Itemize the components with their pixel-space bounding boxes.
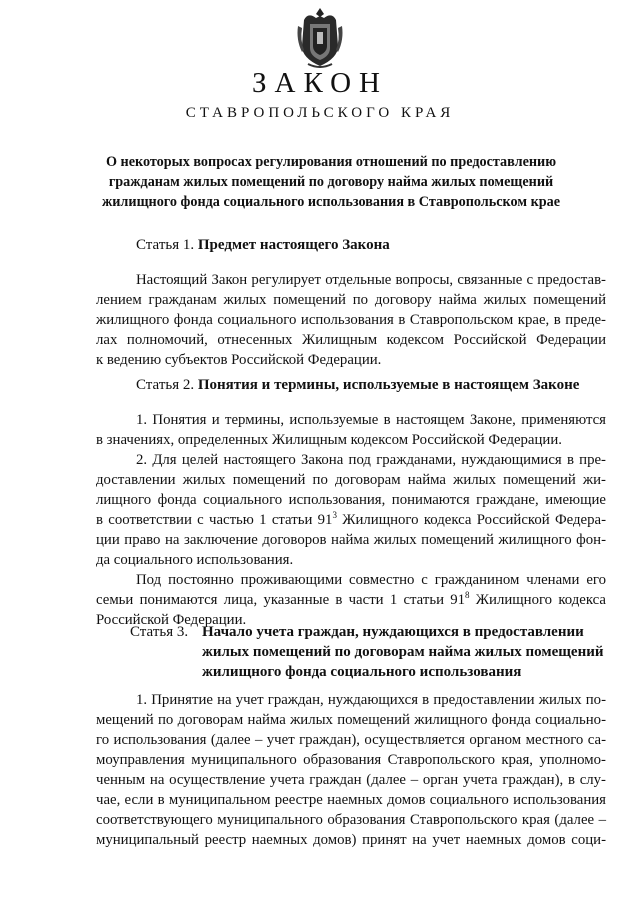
article-1-label: Статья 1. — [136, 237, 195, 253]
text-line: лах полномочий, отнесенных Жилищным кодексом Российской Федерации — [96, 332, 606, 348]
text-line: Под постоянно проживающими совместно с гражданином членами его — [136, 572, 606, 588]
text-fragment: в соответствии с частью 1 статьи 91 — [96, 512, 333, 528]
text-line: муниципальный реестр наемных домов) принят на учет наемных домов соци- — [96, 832, 606, 848]
document-title: ЗАКОН — [252, 67, 388, 99]
text-line: чае, если в муниципальном реестре наемных домов социального использования — [96, 792, 606, 808]
article-1-paragraph — [96, 270, 606, 370]
text-line: лением гражданам жилых помещений по договору найма жилых помещений — [96, 292, 606, 308]
law-heading-line: О некоторых вопросах регулирования отношений по предоставлению — [105, 154, 557, 170]
article-2-label: Статья 2. — [136, 377, 195, 393]
text-line: жилищного фонда социального использования в Ставропольском крае, в преде- — [96, 312, 606, 328]
text-line: ции право на заключение договоров найма жилых помещений жилищного фон- — [96, 532, 606, 548]
article-2-paragraph-1 — [96, 410, 606, 450]
text-line: доставлении жилых помещений по договорам найма жилых помещений жи- — [96, 472, 606, 488]
article-3-label: Статья 3. — [130, 624, 189, 640]
text-line: 2. Для целей настоящего Закона под гражданами, нуждающимися в пре- — [136, 452, 606, 468]
text-line: 1. Принятие на учет граждан, нуждающихся в предоставлении жилых по- — [136, 692, 606, 708]
document-subtitle: СТАВРОПОЛЬСКОГО КРАЯ — [185, 105, 455, 121]
text-line: соответствующего муниципального образования Ставропольского края (далее – — [96, 812, 606, 828]
law-heading-line: гражданам жилых помещений по договору найма жилых помещений — [108, 174, 554, 190]
superscript: 3 — [332, 510, 337, 521]
text-line: ченным на осуществление учета граждан (далее – орган учета граждан), в слу- — [96, 772, 606, 788]
article-1-heading — [136, 235, 390, 255]
article-2-heading — [136, 375, 579, 395]
text-line — [96, 590, 606, 610]
text-line: в значениях, определенных Жилищным кодексом Российской Федерации. — [96, 432, 562, 448]
text-line: моуправления муниципального образования Ставропольского края, уполномо- — [96, 752, 606, 768]
article-2-title: Понятия и термины, используемые в настоящем Законе — [197, 377, 580, 393]
text-line — [96, 510, 606, 530]
text-line: Настоящий Закон регулирует отдельные вопросы, связанные с предостав- — [136, 272, 606, 288]
law-heading — [96, 152, 566, 212]
text-line: мещений по договорам найма жилых помещений жилищного фонда социально- — [96, 712, 606, 728]
text-line: Российской Федерации. — [96, 612, 247, 628]
text-line: го использования (далее – учет граждан), осуществляется органом местного са- — [96, 732, 606, 748]
superscript: 8 — [465, 590, 470, 601]
text-fragment: Жилищного кодекса Российской Федера- — [336, 512, 606, 528]
law-heading-line: жилищного фонда социального использования в Ставропольском крае — [101, 194, 561, 210]
text-fragment: семьи понимаются лица, указанные в части 1 статьи 91 — [96, 592, 466, 608]
article-3-paragraph-1 — [96, 690, 606, 850]
text-line: к ведению субъектов Российской Федерации. — [96, 352, 382, 368]
text-fragment: Жилищного кодекса — [469, 592, 606, 608]
text-line: 1. Понятия и термины, используемые в настоящем Законе, применяются — [136, 412, 606, 428]
text-line: да социального использования. — [96, 552, 294, 568]
article-3-title: Начало учета граждан, нуждающихся в предоставлении жилых помещений по договорам найма жилых помещений жилищного фонда социального использования — [202, 624, 604, 680]
article-1-title: Предмет настоящего Закона — [197, 237, 390, 253]
article-2-paragraph-3 — [96, 570, 606, 630]
text-line: лищного фонда социального использования, понимаются граждане, имеющие — [96, 492, 606, 508]
article-2-paragraph-2 — [96, 450, 606, 570]
coat-of-arms-emblem — [294, 6, 346, 70]
